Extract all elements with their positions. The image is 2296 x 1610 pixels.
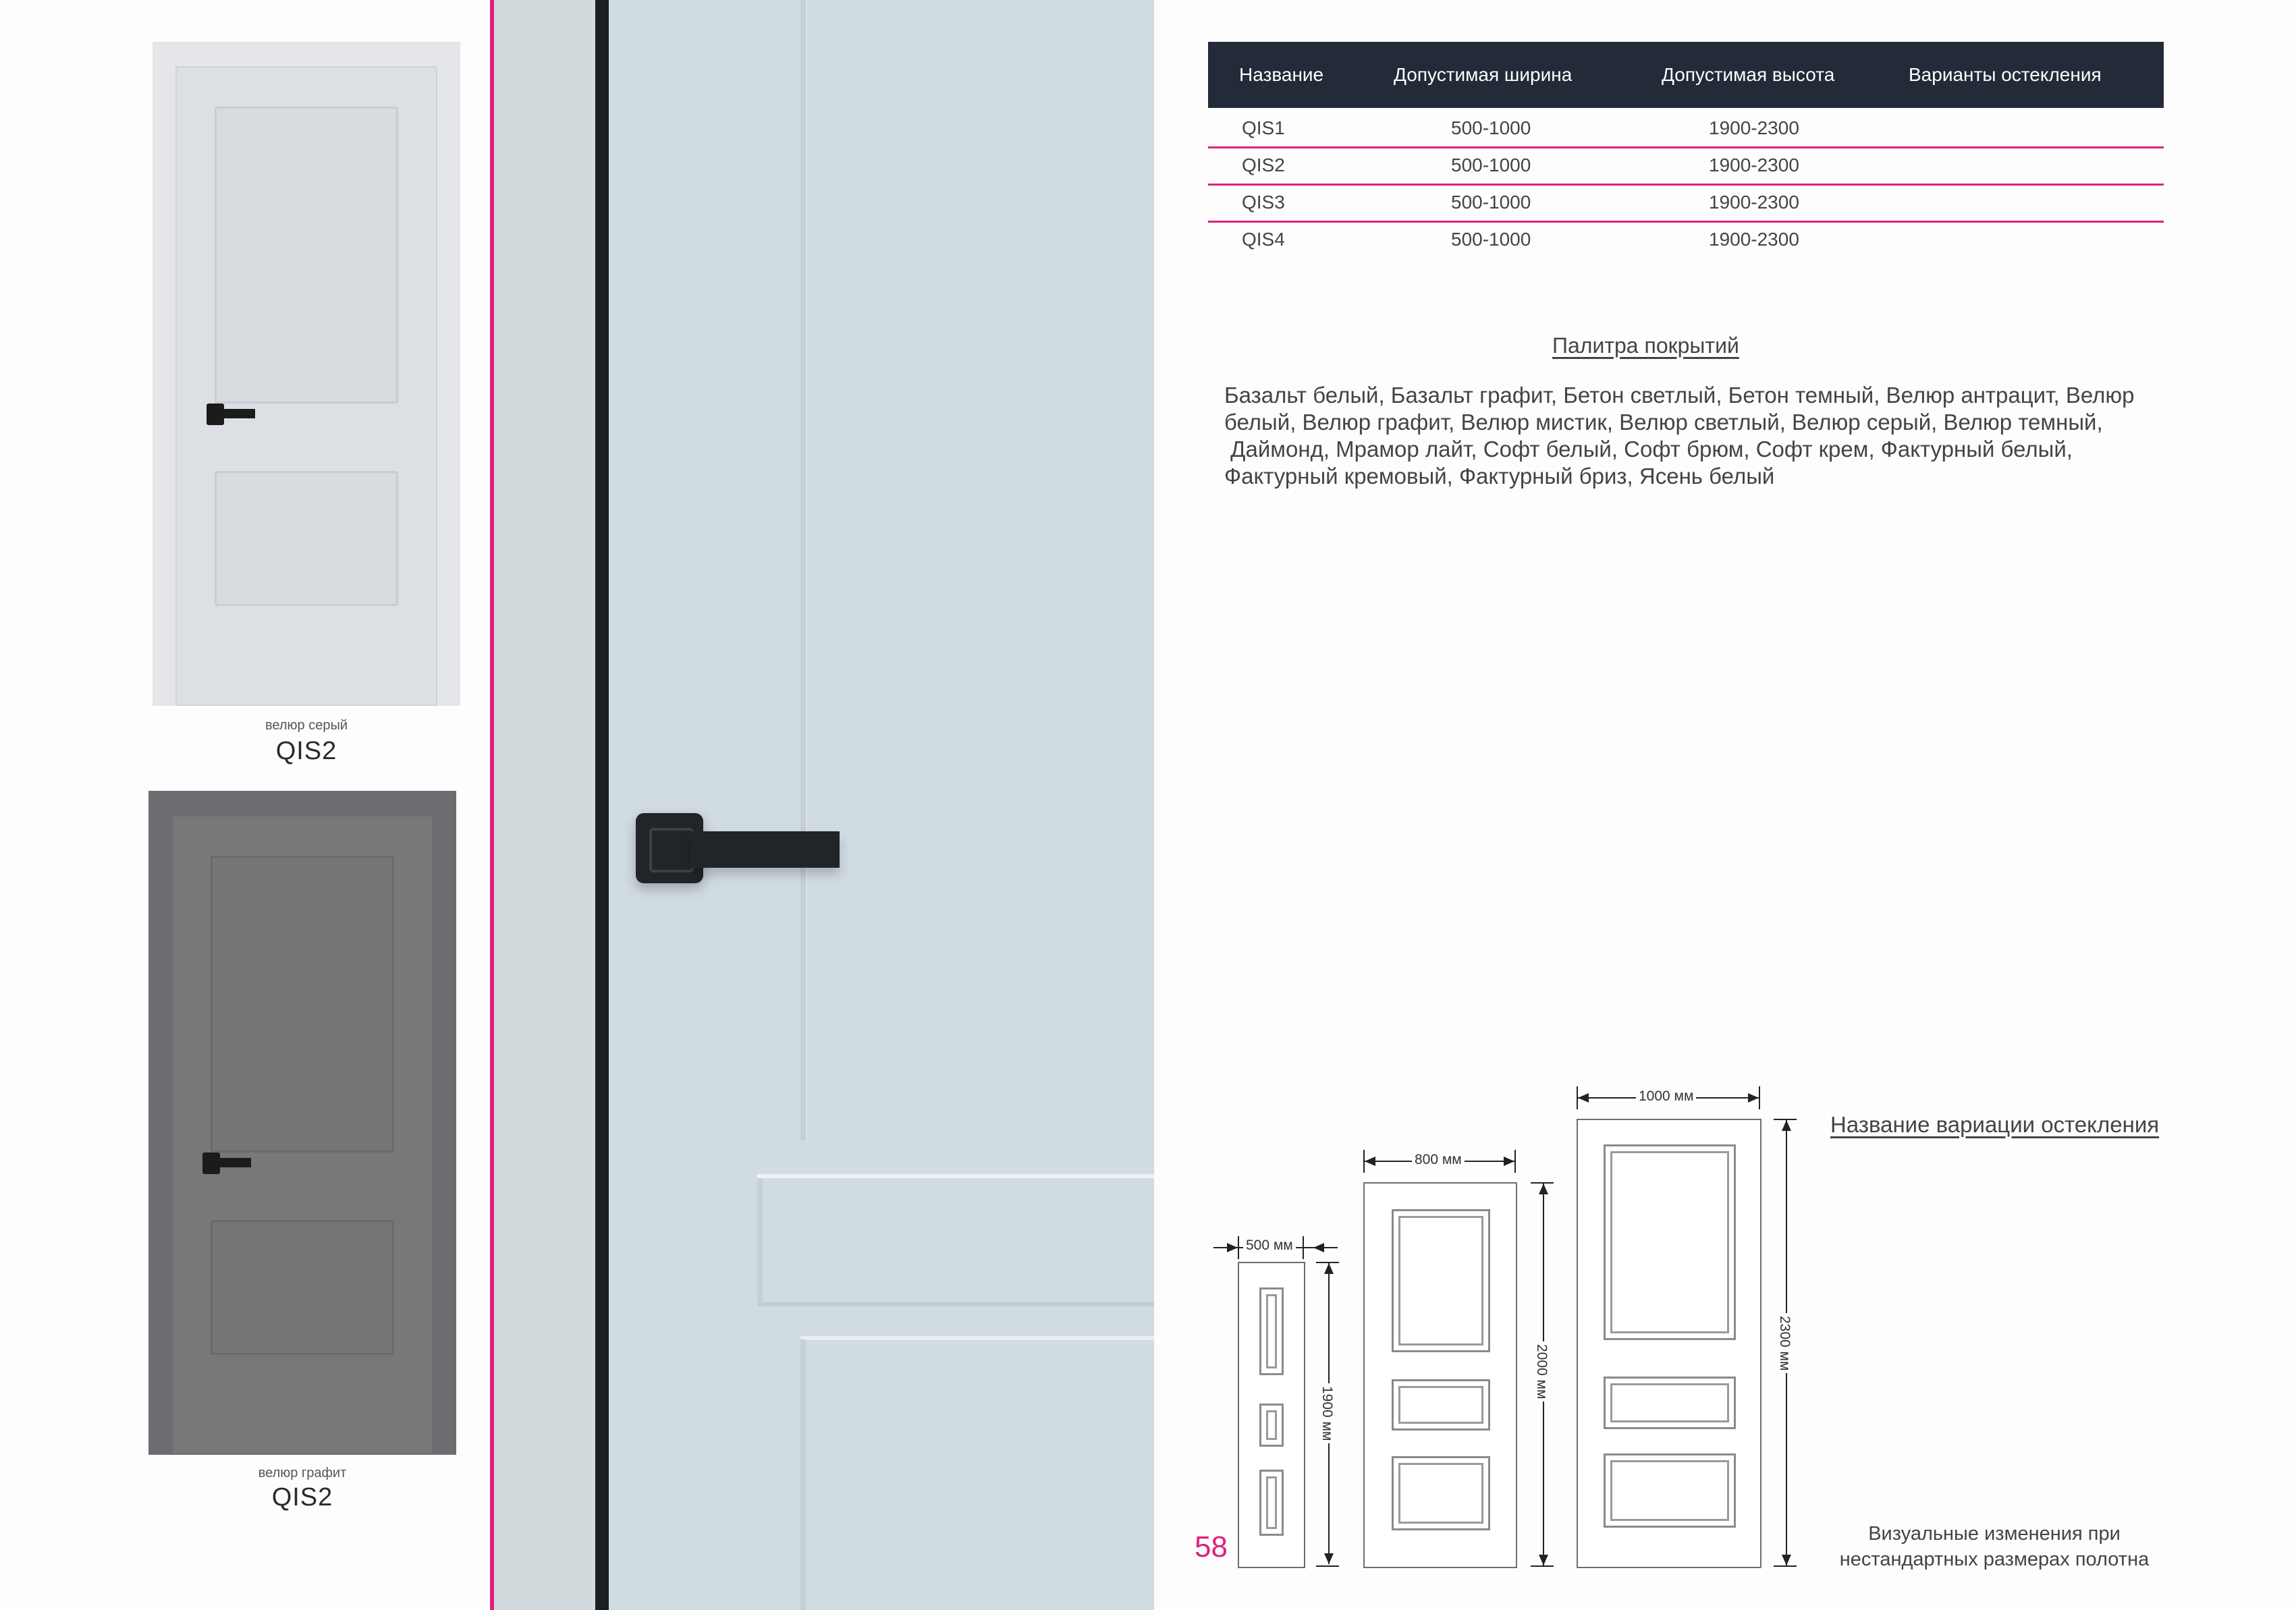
cell-width: 500-1000 xyxy=(1451,117,1531,138)
width-label-500: 500 мм xyxy=(1243,1238,1296,1254)
glazing-variation-title: Название вариации остекления xyxy=(1830,1112,2160,1137)
finish-caption: велюр серый xyxy=(265,718,348,733)
finish-caption: велюр графит xyxy=(258,1466,347,1480)
cell-name: QIS2 xyxy=(1242,155,1285,175)
dim-arrow xyxy=(1539,1184,1548,1194)
palette-line: белый, Велюр графит, Велюр мистик, Велюр светлый, Велюр серый, Велюр темный, xyxy=(1224,410,2103,435)
dim-arrow xyxy=(1227,1243,1238,1252)
palette-title: Палитра покрытий xyxy=(1552,333,1739,358)
dim-arrow xyxy=(1539,1555,1548,1565)
cell-height: 1900-2300 xyxy=(1709,229,1799,250)
dim-arrow xyxy=(1504,1157,1514,1166)
model-caption: QIS2 xyxy=(275,737,337,765)
door-handle xyxy=(202,1157,250,1171)
ext-line xyxy=(1303,1236,1304,1259)
door-gap xyxy=(595,0,609,1610)
glazing-panel xyxy=(1259,1287,1284,1375)
model-caption: QIS2 xyxy=(271,1483,333,1511)
handle-lever xyxy=(690,831,840,868)
door-panel-lower xyxy=(215,471,398,606)
dim-arrow xyxy=(1782,1555,1791,1565)
door-thumbnail-1 xyxy=(153,42,460,706)
ext-line xyxy=(1238,1236,1239,1259)
dim-arrow xyxy=(1313,1243,1324,1252)
col-glazing: Варианты остекления xyxy=(1909,64,2102,85)
rail-highlight xyxy=(757,1174,1154,1178)
cell-name: QIS3 xyxy=(1242,192,1285,213)
ext-line xyxy=(1531,1565,1554,1567)
width-label-800: 800 мм xyxy=(1412,1152,1465,1168)
width-label-1000: 1000 мм xyxy=(1636,1088,1696,1105)
page-number: 58 xyxy=(1195,1530,1228,1563)
ext-line xyxy=(1531,1182,1554,1184)
cell-width: 500-1000 xyxy=(1451,229,1531,250)
cell-width: 500-1000 xyxy=(1451,155,1531,175)
ext-line xyxy=(1316,1565,1339,1567)
visual-note xyxy=(1822,1521,2166,1572)
palette-line: Базальт белый, Базальт графит, Бетон светлый, Бетон темный, Велюр антрацит, Велюр xyxy=(1224,383,2135,408)
door-panel-upper xyxy=(215,107,398,404)
door-jamb xyxy=(494,0,595,1610)
cell-height: 1900-2300 xyxy=(1709,155,1799,175)
table-row xyxy=(1208,184,2164,223)
door-drawing-500 xyxy=(1238,1262,1305,1568)
col-height: Допустимая высота xyxy=(1662,64,1835,85)
glazing-panel xyxy=(1604,1453,1736,1528)
cell-name: QIS1 xyxy=(1242,117,1285,138)
height-label-2300: 2300 мм xyxy=(1776,1313,1793,1373)
dim-arrow xyxy=(1782,1120,1791,1131)
ext-line xyxy=(1774,1565,1797,1567)
palette-list xyxy=(1224,382,2156,490)
palette-line: Даймонд, Мрамор лайт, Софт белый, Софт брюм, Софт крем, Фактурный белый, xyxy=(1224,437,2073,462)
door-drawing-800 xyxy=(1363,1182,1517,1568)
door-closeup-photo xyxy=(494,0,1154,1610)
door-handle xyxy=(207,408,254,422)
col-width: Допустимая ширина xyxy=(1394,64,1573,85)
ext-line xyxy=(1774,1119,1797,1120)
door-leaf-closeup xyxy=(609,0,1154,1610)
glazing-panel xyxy=(1604,1144,1736,1340)
table-row xyxy=(1208,109,2164,148)
glazing-panel xyxy=(1259,1470,1284,1536)
cell-width: 500-1000 xyxy=(1451,192,1531,213)
rail-shadow xyxy=(757,1302,1154,1306)
cell-height: 1900-2300 xyxy=(1709,192,1799,213)
dim-arrow xyxy=(1748,1093,1759,1103)
ext-line xyxy=(1577,1086,1578,1109)
door-leaf xyxy=(175,66,437,706)
panel-groove xyxy=(800,0,806,1140)
door-thumbnail-2 xyxy=(148,791,456,1455)
cell-name: QIS4 xyxy=(1242,229,1285,250)
rail-edge xyxy=(757,1178,763,1302)
table-row xyxy=(1208,146,2164,186)
glazing-panel xyxy=(1392,1209,1490,1352)
col-name: Название xyxy=(1239,64,1324,85)
ext-line xyxy=(1316,1262,1339,1263)
ext-line xyxy=(1363,1150,1365,1173)
lower-panel-edge xyxy=(800,1336,1154,1340)
glazing-panel xyxy=(1392,1456,1490,1530)
glazing-panel xyxy=(1604,1377,1736,1429)
visual-note-line: нестандартных размерах полотна xyxy=(1839,1549,2150,1570)
spec-table-header xyxy=(1208,42,2164,108)
palette-line: Фактурный кремовый, Фактурный бриз, Ясень белый xyxy=(1224,464,1775,489)
cell-height: 1900-2300 xyxy=(1709,117,1799,138)
height-label-2000: 2000 мм xyxy=(1533,1341,1550,1401)
lower-panel-groove xyxy=(800,1339,806,1610)
visual-note-line: Визуальные изменения при xyxy=(1868,1523,2121,1545)
glazing-panel xyxy=(1259,1404,1284,1447)
dim-arrow xyxy=(1365,1157,1375,1166)
dim-arrow xyxy=(1324,1553,1334,1564)
ext-line xyxy=(1759,1086,1760,1109)
ext-line xyxy=(1514,1150,1516,1173)
dim-arrow xyxy=(1324,1263,1334,1274)
dim-arrow xyxy=(1578,1093,1589,1103)
door-leaf xyxy=(171,815,433,1455)
door-panel-lower xyxy=(211,1220,394,1355)
door-panel-upper xyxy=(211,856,394,1153)
height-label-1900: 1900 мм xyxy=(1319,1383,1335,1443)
glazing-panel xyxy=(1392,1379,1490,1431)
door-drawing-1000 xyxy=(1577,1119,1761,1568)
table-row xyxy=(1208,221,2164,258)
